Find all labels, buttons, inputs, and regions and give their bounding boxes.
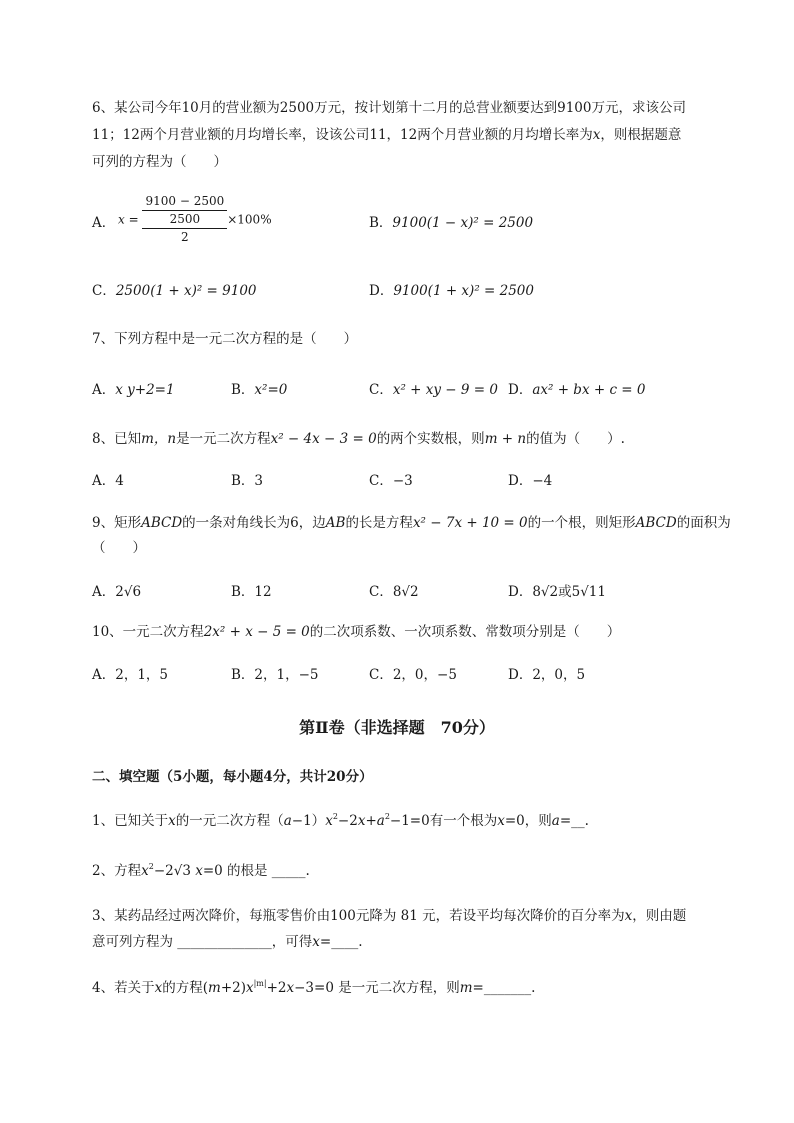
q7-option-b: B．x²=0 (231, 382, 288, 398)
q6-option-b: B．9100(1 − x)² = 2500 (369, 215, 534, 231)
q7-option-d: D．ax² + bx + c = 0 (508, 382, 646, 398)
q8-option-b: B．3 (231, 473, 264, 489)
q9-stem-line2: （ ） (92, 540, 146, 556)
fill-question-3-line1: 3、某药品经过两次降价，每瓶零售价由100元降为 81 元，若设平均每次降价的百分率为x，则由题 (92, 908, 687, 924)
fill-question-4: 4、若关于x的方程$(m+2)x^{|m|}+2x-3=0$ 是一元二次方程，则m=_______. (92, 979, 536, 996)
q7-option-c: C．x² + xy − 9 = 0 (369, 382, 498, 398)
q10-stem: 10、一元二次方程2x² + x − 5 = 0的二次项系数、一次项系数、常数项分别是（ ） (92, 624, 621, 640)
q6-stem-line2: 11；12两个月营业额的月均增长率，设该公司11，12两个月营业额的月均增长率为x，则根据题意 (92, 127, 682, 143)
q7-stem: 7、下列方程中是一元二次方程的是（ ） (92, 331, 358, 347)
q6-stem-line1: 6、某公司今年10月的营业额为2500万元，按计划第十二月的总营业额要达到9100万元，求该公司 (92, 100, 686, 116)
q8-option-c: C．−3 (369, 473, 413, 489)
fill-question-2: 2、方程$x^2-2√3$ x=0 的根是 _____. (92, 862, 310, 879)
fill-question-3-line2: 意可列方程为 ______________，可得x=____. (92, 934, 363, 950)
q6-option-d: D．9100(1 + x)² = 2500 (369, 283, 534, 299)
fill-question-1: 1、已知关于x的一元二次方程$(a-1)x^2-2x+a^2-1=0$有一个根为x=0，则a=__. (92, 812, 589, 829)
q10-option-b: B．2，1，−5 (231, 667, 319, 683)
part2-heading: 第Ⅱ卷（非选择题 70分） (299, 718, 495, 737)
q9-stem-line1: 9、矩形ABCD的一条对角线长为6，边AB的长是方程x² − 7x + 10 = 0的一个根，则矩形ABCD的面积为 (92, 515, 731, 531)
section2-title: 二、填空题（5小题，每小题4分，共计20分） (92, 769, 373, 785)
q7-option-a: A．x y+2=1 (92, 382, 175, 398)
q9-option-c: C．8√2 (369, 584, 419, 600)
q9-option-d: D．8√2或5√11 (508, 584, 606, 600)
q9-option-b: B．12 (231, 584, 272, 600)
q6-stem-line3: 可列的方程为（ ） (92, 154, 227, 170)
q8-option-a: A．4 (92, 473, 124, 489)
q10-option-c: C．2，0，−5 (369, 667, 457, 683)
q6-option-a-expression: x = 9100 − 2500 2500 2 ×100% (118, 194, 272, 244)
q10-option-d: D．2，0，5 (508, 667, 586, 683)
q8-option-d: D．−4 (508, 473, 553, 489)
q6-option-a-label: A． (92, 215, 116, 231)
q9-option-a: A．2√6 (92, 584, 142, 600)
q10-option-a: A．2，1，5 (92, 667, 169, 683)
q8-stem: 8、已知m，n是一元二次方程x² − 4x − 3 = 0的两个实数根，则m + n的值为（ ）. (92, 431, 625, 447)
q6-option-c: C．2500(1 + x)² = 9100 (92, 283, 257, 299)
